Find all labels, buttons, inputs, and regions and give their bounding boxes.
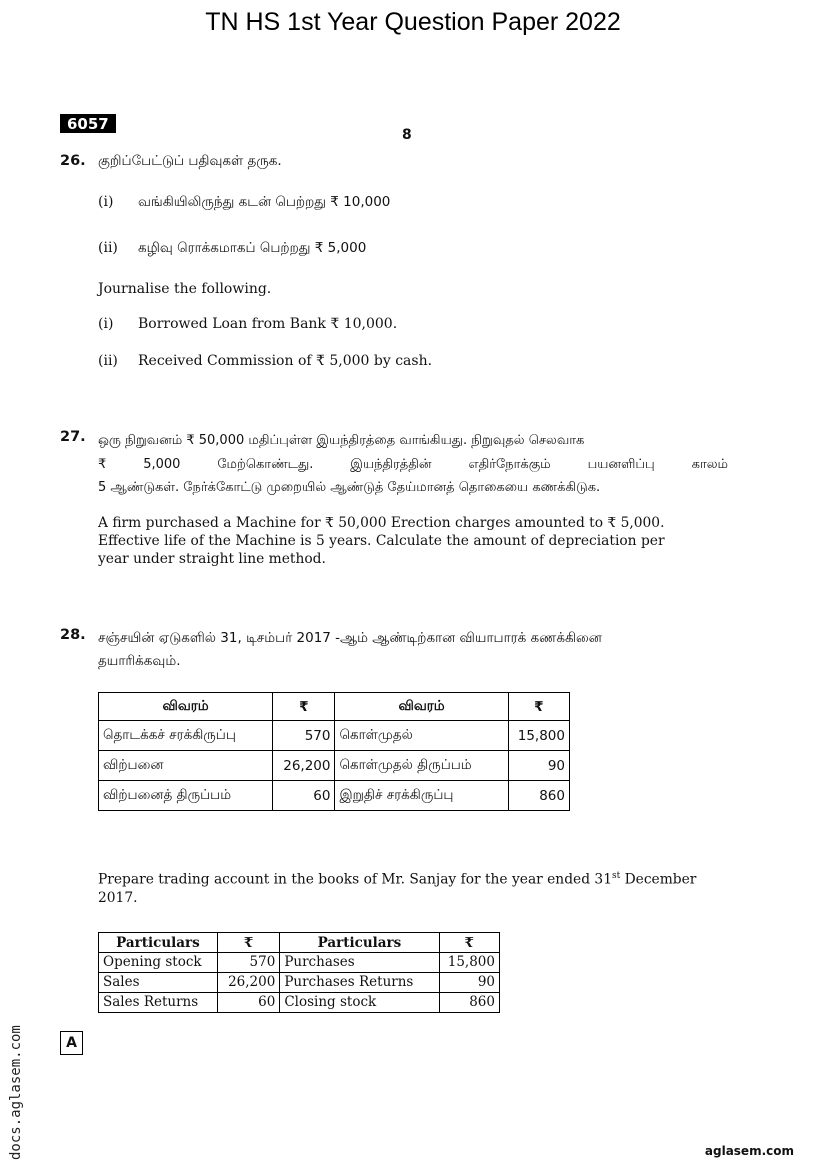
text-line: ஒரு நிறுவனம் ₹ 50,000 மதிப்புள்ள இயந்திரத்தை வாங்கியது. நிறுவுதல் செலவாக <box>98 433 585 448</box>
text-line: சஞ்சயின் ஏடுகளில் 31, டிசம்பர் 2017 -ஆம் ஆண்டிற்கான வியாபாரக் கணக்கினை <box>98 630 602 646</box>
table-cell: 860 <box>508 781 569 811</box>
question-number-27: 27. <box>60 429 86 445</box>
column-header: ₹ <box>508 693 569 721</box>
column-header: Particulars <box>280 933 439 953</box>
q26-english-item <box>0 353 826 373</box>
q26-english-prompt: Journalise the following. <box>98 281 272 297</box>
table-cell: Purchases Returns <box>280 973 439 993</box>
q26-tamil-item <box>0 240 826 260</box>
table-cell: கொள்முதல் <box>335 721 508 751</box>
text-line: 5 ஆண்டுகள். நேர்க்கோட்டு முறையில் ஆண்டுத் தேய்மானத் தொகையை கணக்கிடுக. <box>98 480 601 495</box>
table-row <box>99 721 570 751</box>
column-header: ₹ <box>217 933 279 953</box>
superscript: st <box>611 871 621 881</box>
table-cell: 60 <box>273 781 335 811</box>
table-cell: 26,200 <box>217 973 279 993</box>
english-trading-table <box>98 932 500 1013</box>
footer-brand: aglasem.com <box>704 1144 794 1158</box>
q26-english-item <box>0 316 826 336</box>
table-row <box>99 993 500 1013</box>
item-label: (i) <box>98 316 114 332</box>
paper-code-badge: 6057 <box>60 114 116 133</box>
booklet-series-letter: A <box>60 1031 83 1055</box>
text-line: ₹ 5,000 மேற்கொண்டது. இயந்திரத்தின் எதிர்நோக்கும் பயனளிப்பு காலம் <box>98 456 728 472</box>
column-header: விவரம் <box>99 693 273 721</box>
q28-tamil-text <box>98 627 728 673</box>
table-cell: 90 <box>508 751 569 781</box>
q27-tamil-text <box>98 429 728 500</box>
table-cell: தொடக்கச் சரக்கிருப்பு <box>99 721 273 751</box>
item-text: வங்கியிலிருந்து கடன் பெற்றது ₹ 10,000 <box>138 194 391 210</box>
item-text: கழிவு ரொக்கமாகப் பெற்றது ₹ 5,000 <box>138 240 367 256</box>
table-cell: 570 <box>217 953 279 973</box>
table-cell: 860 <box>439 993 499 1013</box>
table-cell: 26,200 <box>273 751 335 781</box>
table-cell: விற்பனை <box>99 751 273 781</box>
question-number-26: 26. <box>60 153 86 169</box>
column-header: ₹ <box>439 933 499 953</box>
table-cell: இறுதிச் சரக்கிருப்பு <box>335 781 508 811</box>
table-cell: Purchases <box>280 953 439 973</box>
side-watermark: docs.aglasem.com <box>8 1025 24 1160</box>
question-number-28: 28. <box>60 627 86 643</box>
text-segment: December <box>620 871 697 888</box>
table-header-row <box>99 693 570 721</box>
table-row <box>99 751 570 781</box>
table-cell: 15,800 <box>508 721 569 751</box>
text-line: 2017. <box>98 889 138 906</box>
tamil-trading-table <box>98 692 570 811</box>
table-cell: Closing stock <box>280 993 439 1013</box>
text-line: Effective life of the Machine is 5 years. Calculate the amount of depreciation per <box>98 533 665 549</box>
q26-tamil-prompt: குறிப்பேட்டுப் பதிவுகள் தருக. <box>98 153 282 169</box>
item-label: (i) <box>98 194 114 210</box>
table-cell: 15,800 <box>439 953 499 973</box>
item-text: Received Commission of ₹ 5,000 by cash. <box>138 353 433 369</box>
table-cell: Sales Returns <box>99 993 218 1013</box>
table-cell: விற்பனைத் திருப்பம் <box>99 781 273 811</box>
text-segment: Prepare trading account in the books of Mr. Sanjay for the year ended 31 <box>98 871 612 888</box>
column-header: Particulars <box>99 933 218 953</box>
table-row <box>99 953 500 973</box>
q27-english-text <box>98 514 728 568</box>
q28-english-text <box>98 867 728 907</box>
table-header-row <box>99 933 500 953</box>
table-cell: 90 <box>439 973 499 993</box>
page-title: TN HS 1st Year Question Paper 2022 <box>205 8 621 36</box>
q26-tamil-item <box>0 194 826 214</box>
item-label: (ii) <box>98 240 118 256</box>
table-cell: 60 <box>217 993 279 1013</box>
page-number: 8 <box>402 127 412 143</box>
table-row <box>99 781 570 811</box>
column-header: ₹ <box>273 693 335 721</box>
table-cell: Opening stock <box>99 953 218 973</box>
text-line <box>98 867 728 889</box>
text-line: A firm purchased a Machine for ₹ 50,000 Erection charges amounted to ₹ 5,000. <box>98 515 665 531</box>
item-label: (ii) <box>98 353 118 369</box>
table-cell: Sales <box>99 973 218 993</box>
table-row <box>99 973 500 993</box>
text-line: தயாரிக்கவும். <box>98 653 181 669</box>
item-text: Borrowed Loan from Bank ₹ 10,000. <box>138 316 398 332</box>
column-header: விவரம் <box>335 693 508 721</box>
table-cell: 570 <box>273 721 335 751</box>
text-line: year under straight line method. <box>98 551 326 567</box>
table-cell: கொள்முதல் திருப்பம் <box>335 751 508 781</box>
